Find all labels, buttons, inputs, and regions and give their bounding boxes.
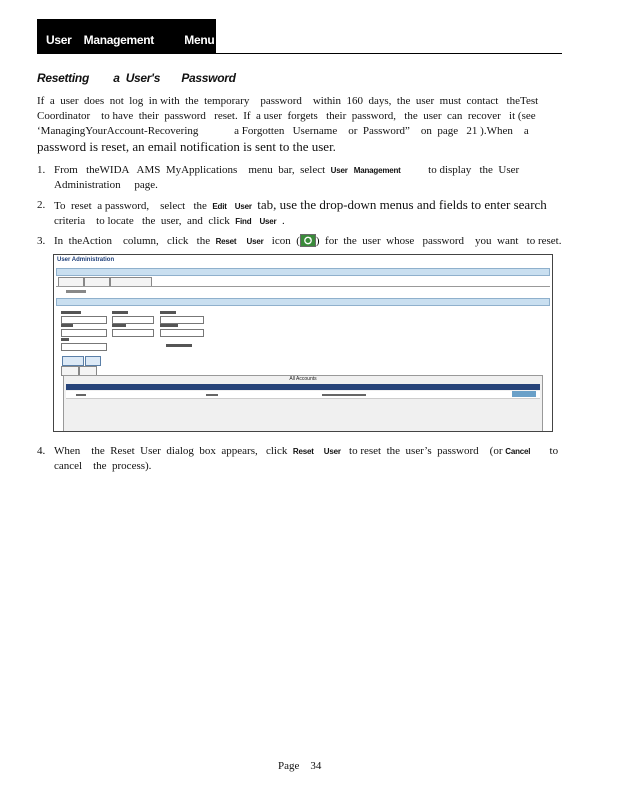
screenshot-find-button (62, 356, 84, 366)
ui-term: User Management (330, 166, 401, 175)
screenshot-field (61, 329, 107, 337)
ui-term: Reset User (292, 447, 341, 456)
screenshot-label (61, 324, 73, 327)
screenshot-grid-row (66, 391, 540, 399)
step-line (54, 234, 562, 249)
screenshot-divider (56, 286, 550, 287)
screenshot-label (61, 338, 69, 341)
step-line (54, 444, 559, 459)
screenshot-title: User Administration (57, 257, 115, 263)
step-number: 2. (37, 199, 46, 211)
screenshot-action-icons (512, 391, 536, 397)
intro-line: password is reset, an email notification is sent to the user. (37, 139, 336, 154)
screenshot-search-bar (56, 298, 550, 306)
step-text (54, 444, 559, 473)
reset-icon (300, 234, 316, 247)
screenshot-field (61, 343, 107, 351)
step-text-run: . (276, 215, 285, 227)
screenshot-results-panel (63, 375, 543, 432)
screenshot-label (160, 311, 176, 314)
screenshot-results-label: All Accounts (289, 376, 317, 382)
step-number: 3. (37, 235, 46, 247)
step-text-run: Administration page. (54, 179, 158, 191)
step-number: 1. (37, 164, 46, 176)
step-number: 4. (37, 445, 46, 457)
screenshot-cell (206, 394, 218, 396)
step-line (54, 163, 539, 178)
step-text-run: In theAction column, click the (54, 235, 216, 247)
intro-line: ‘ManagingYourAccount-Recovering a Forgotten Username or Password” on page 21 ).When a (37, 125, 529, 137)
step-text-run: to reset the user’s password (or (340, 445, 506, 457)
section-title: Resetting a User's Password (37, 71, 236, 85)
screenshot-field (160, 329, 204, 337)
screenshot-label (112, 324, 126, 327)
step-line (54, 178, 539, 192)
step-text-run: icon ( (263, 235, 300, 247)
header-title: User Management Menu (46, 33, 215, 47)
screenshot-label (166, 344, 192, 347)
screenshot-label (160, 324, 178, 327)
intro-line: If a user does not log in with the temporary password within 160 days, the user must contact theTest (37, 95, 539, 107)
intro-paragraph (37, 94, 539, 154)
ui-term: Find User (235, 217, 277, 226)
step-text-run: to display the User (400, 164, 520, 176)
screenshot-field (112, 329, 154, 337)
screenshot-grid-header (66, 384, 540, 390)
intro-line: Coordinator to have their password reset. If a user forgets their password, the user can recover it (see (37, 110, 536, 122)
step-text-run: to (530, 445, 559, 457)
step-text-run: From theWIDA AMS MyApplications menu bar, select (54, 164, 331, 176)
step-text-run: criteria to locate the user, and click (54, 215, 236, 227)
step-text (54, 163, 539, 192)
ui-term: Edit User (212, 202, 252, 211)
header-rule (37, 53, 562, 54)
screenshot-field (160, 316, 204, 324)
step-text-run: To reset a password, select the (54, 200, 213, 212)
ui-term: Cancel (505, 447, 531, 456)
step-line (54, 214, 539, 229)
screenshot-info-bar (56, 268, 550, 276)
step-line (54, 459, 539, 473)
screenshot-label (112, 311, 128, 314)
page-number: Page 34 (278, 760, 322, 772)
step-text (54, 197, 547, 229)
user-administration-screenshot (53, 254, 553, 432)
ui-term: Reset User (215, 237, 264, 246)
screenshot-link (66, 290, 86, 293)
step-text-run: When the Reset User dialog box appears, click (54, 445, 293, 457)
screenshot-field (61, 316, 107, 324)
step-text-run: ) for the user whose password you want to reset. (315, 235, 562, 247)
screenshot-cell (76, 394, 86, 396)
step-text (54, 234, 562, 249)
screenshot-clear-button (85, 356, 101, 366)
screenshot-cell (322, 394, 366, 396)
screenshot-label (61, 311, 81, 314)
step-text-run: tab, use the drop-down menus and fields to enter search (257, 197, 547, 212)
step-text-run: cancel the process). (54, 460, 152, 472)
step-line (54, 197, 547, 214)
screenshot-field (112, 316, 154, 324)
